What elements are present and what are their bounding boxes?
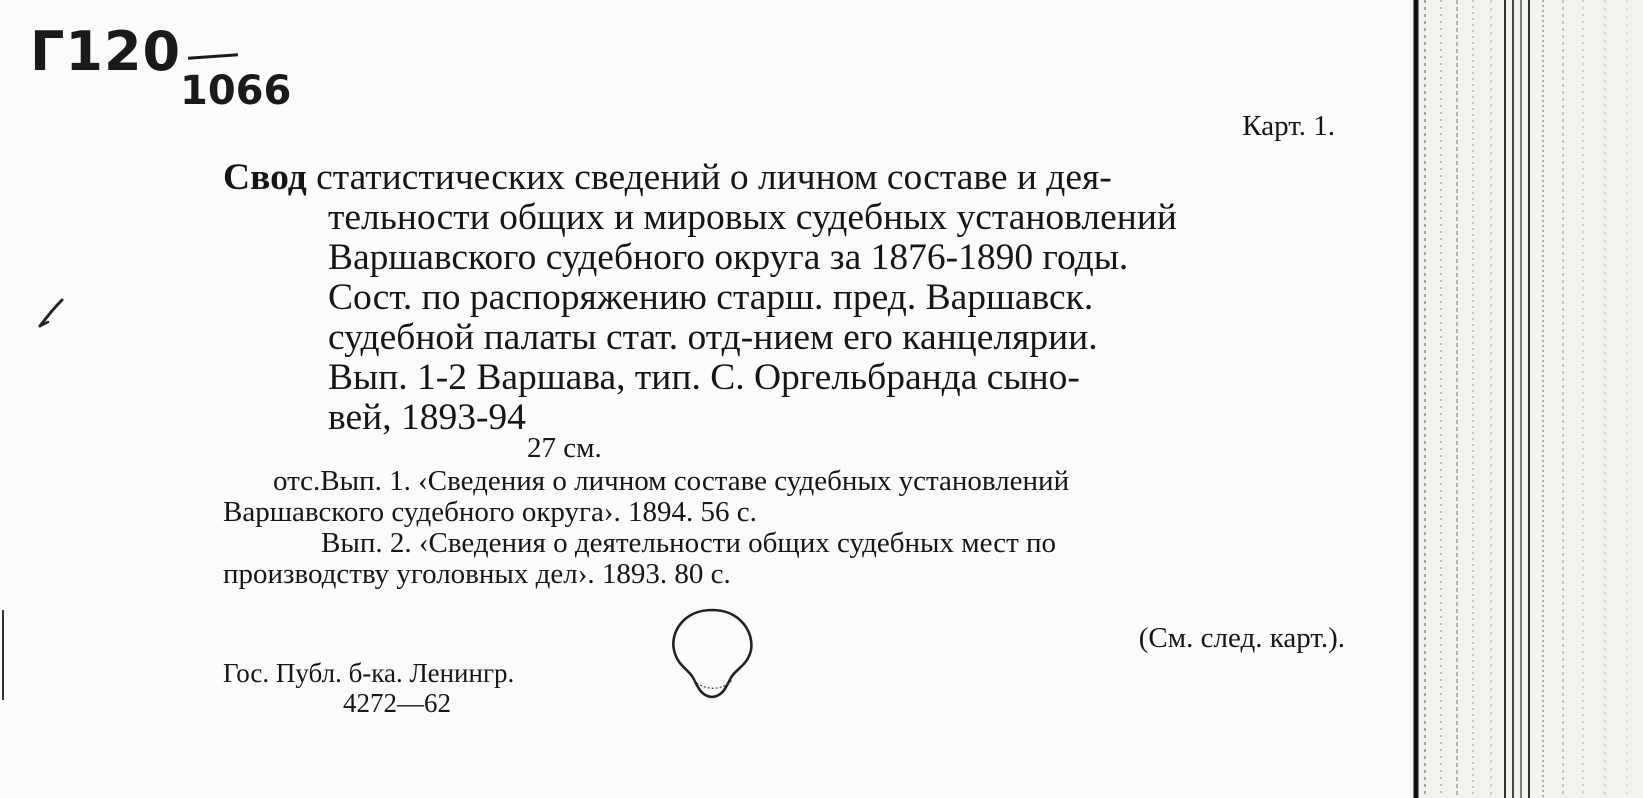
entry-line (223, 158, 1177, 198)
entry-line: Варшавского судебного округа за 1876-1890 годы. (328, 237, 1129, 278)
library-imprint (223, 658, 514, 718)
continuation-note: (См. след. карт.). (1138, 622, 1345, 654)
card-stack-edge (1413, 0, 1643, 798)
contents-line: Варшавского судебного округа›. 1894. 56 с. (223, 496, 757, 528)
library-name: Гос. Публ. б-ка. Ленингр. (223, 658, 515, 688)
shelfmark-sub: 1066 (180, 68, 292, 114)
pen-mark (36, 296, 66, 332)
entry-line: Сост. по распоряжению старш. пред. Варшавск. (328, 277, 1094, 318)
left-edge-mark (2, 610, 4, 700)
shelfmark-bar (188, 53, 238, 59)
entry-line: Вып. 1-2 Варшава, тип. С. Оргельбранда сыно- (328, 357, 1080, 398)
shelfmark-main: Г120 (30, 20, 182, 83)
size-note: 27 см. (527, 432, 602, 464)
bibliographic-entry (223, 158, 1177, 438)
contents-line: производству уголовных дел›. 1893. 80 с. (223, 558, 731, 590)
card-number: Карт. 1. (1242, 110, 1335, 142)
library-number: 4272—62 (343, 688, 451, 718)
entry-line: судебной палаты стат. отд-нием его канцелярии. (328, 317, 1098, 358)
entry-line: вей, 1893-94 (328, 397, 526, 438)
card-hole-outline (664, 604, 760, 702)
entry-line: тельности общих и мировых судебных установлений (328, 197, 1177, 238)
contents-note (223, 466, 1069, 590)
contents-line: отс.Вып. 1. ‹Сведения о личном составе судебных установлений (273, 465, 1070, 497)
entry-line-text: статистических сведений о личном составе и дея- (316, 157, 1112, 198)
entry-lead-word: Свод (223, 157, 307, 198)
contents-line: Вып. 2. ‹Сведения о деятельности общих судебных мест по (321, 527, 1057, 559)
